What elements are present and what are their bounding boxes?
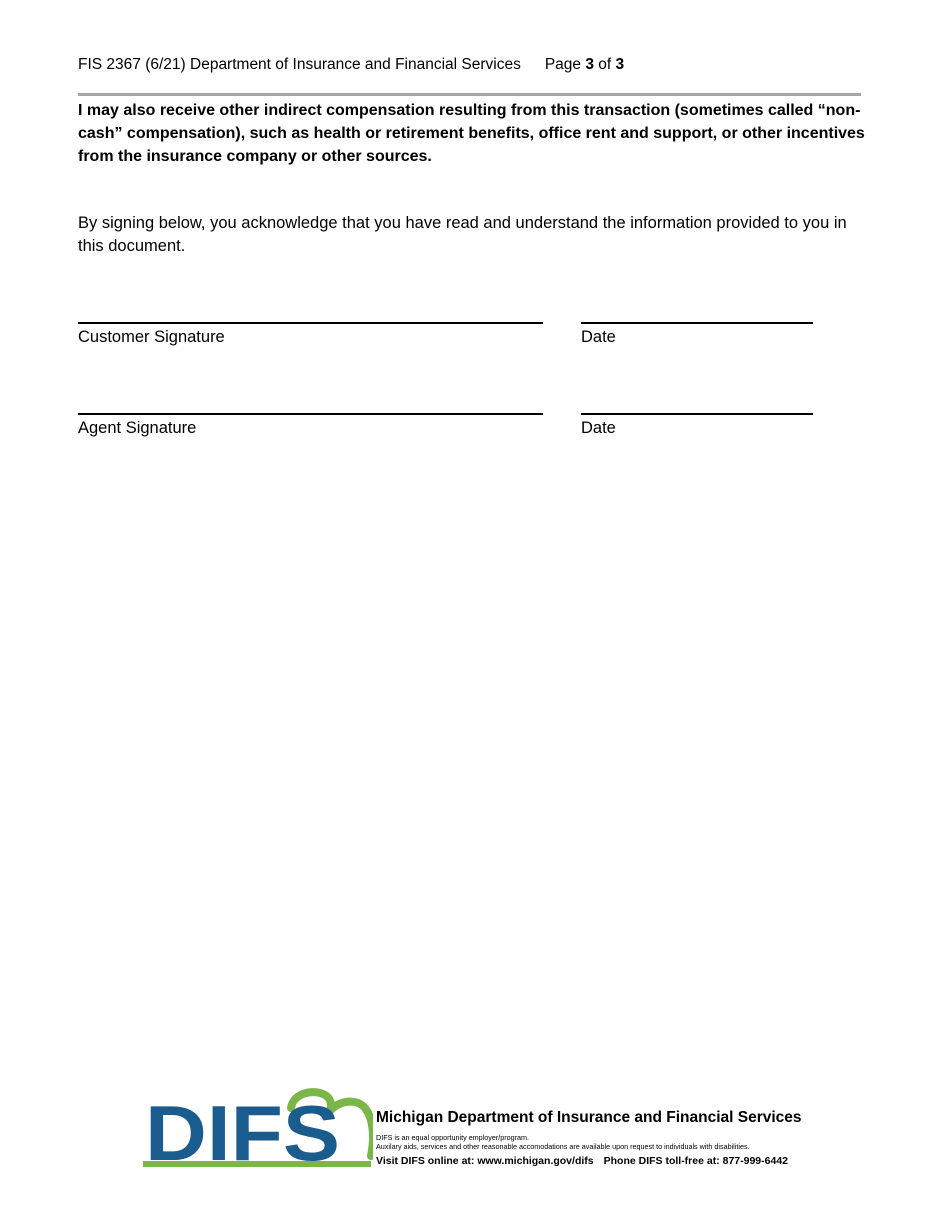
page-current: 3: [585, 56, 594, 73]
agent-date-line[interactable]: [581, 413, 813, 415]
page-indicator: [545, 56, 624, 73]
customer-date-label: Date: [581, 328, 616, 346]
page-label: Page: [544, 56, 582, 73]
customer-date-line[interactable]: [581, 322, 813, 324]
agent-date-label: Date: [581, 419, 616, 437]
footer-text-block: [376, 1108, 806, 1167]
footer-website[interactable]: Visit DIFS online at: www.michigan.gov/difs: [376, 1155, 594, 1167]
agent-signature-label: Agent Signature: [78, 419, 197, 437]
footer-phone: Phone DIFS toll-free at: 877-999-6442: [603, 1155, 789, 1167]
customer-signature-label: Customer Signature: [78, 328, 225, 346]
customer-signature-line[interactable]: [78, 322, 543, 324]
equal-opportunity-text: DIFS is an equal opportunity employer/program.: [376, 1133, 530, 1142]
compensation-paragraph: I may also receive other indirect compensation resulting from this transaction (sometimes called “non-cash” compensation), such as health or retirement benefits, office rent and support, or other incentives from the insurance company or other sources.: [78, 102, 865, 165]
page-header: [78, 56, 624, 74]
accommodations-text: Auxilary aids, services and other reasonable accomodations are available upon request to individuals with disabilities.: [376, 1141, 750, 1151]
footer-contact: [376, 1155, 806, 1167]
footer-disclaimers: [376, 1134, 806, 1151]
header-divider: [78, 93, 861, 96]
page-total: 3: [615, 56, 625, 73]
difs-logo: [143, 1088, 373, 1173]
logo-wordmark: DIFS: [145, 1089, 340, 1173]
page-footer: [143, 1088, 803, 1178]
acknowledgement-paragraph: By signing below, you acknowledge that you have read and understand the information provided to you in this document.: [78, 214, 847, 255]
agent-signature-line[interactable]: [78, 413, 543, 415]
form-title: FIS 2367 (6/21) Department of Insurance and Financial Services: [78, 56, 521, 73]
footer-title: Michigan Department of Insurance and Financial Services: [376, 1109, 802, 1126]
page-of: of: [598, 56, 612, 73]
